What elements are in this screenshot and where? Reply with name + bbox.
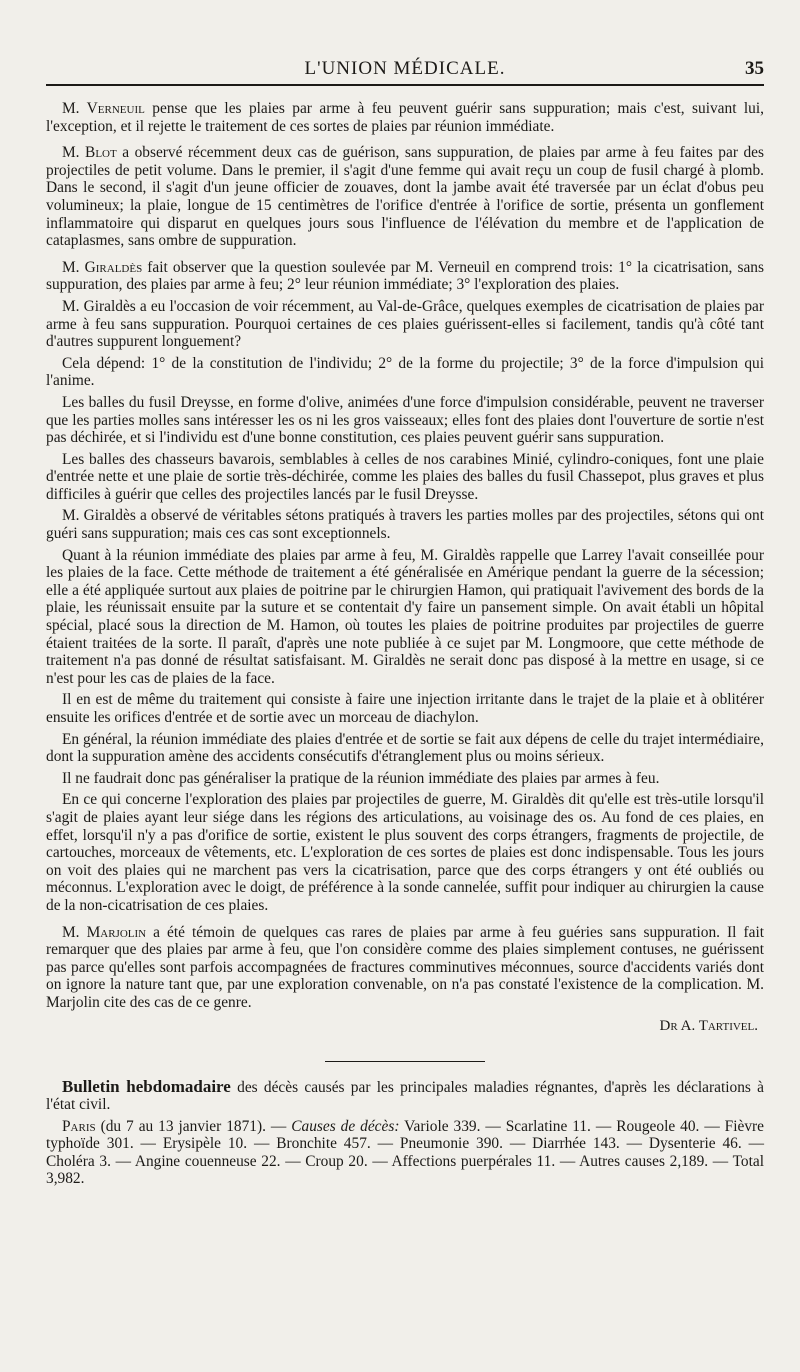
speaker-name: M. Blot: [62, 144, 117, 162]
paragraph: Il ne faudrait donc pas généraliser la pratique de la réunion immédiate des plaies par armes à feu.: [62, 769, 660, 787]
paragraph: Cela dépend: 1° de la constitution de l'individu; 2° de la forme du projectile; 3° de la force d'impulsion qui l'anime.: [46, 354, 764, 390]
paragraph: En général, la réunion immédiate des plaies d'entrée et de sortie se fait aux dépens de celle du trajet intermédiaire, dont la suppuration amène des accidents consécutifs d'étranglement plus ou moins sérieux.: [46, 730, 764, 766]
paragraph: Les balles du fusil Dreysse, en forme d'olive, animées d'une force d'impulsion considérable, peuvent ne traverser que les parties molles sans intéresser les os ni les gros vaisseaux; elles font des plaies dont l'ouverture de sortie n'est pas déchirée, et si l'individu est d'une bonne constitution, ces plaies peuvent guérir sans suppuration.: [46, 393, 764, 447]
paragraph: M. Blot a observé récemment deux cas de guérison, sans suppuration, de plaies par arme à feu faites par des projectiles de petit volume. Dans le premier, il s'agit d'une femme qui avait reçu un coup de fusil chargé à plomb. Dans le second, il s'agit d'un jeune officier de zouaves, dont la jambe avait été traversée par un éclat d'obus peu volumineux; la plaie, longue de 15 centimètres de l'orifice d'entrée à l'orifice de sortie, présenta un gonflement inflammatoire qui disparut en quelques jours sous l'influence de l'élévation du membre et de l'application de cataplasmes, sans ombre de suppuration.: [46, 144, 764, 250]
section-divider: [325, 1061, 485, 1062]
bulletin-city: Paris: [62, 1117, 96, 1135]
paragraph: M. Giraldès a eu l'occasion de voir récemment, au Val-de-Grâce, quelques exemples de cicatrisation de plaies par arme à feu sans suppuration. Pourquoi certaines de ces plaies guérissent-elles si facilement, tandis qu'à côté tant d'autres suppurent longuement?: [46, 297, 764, 351]
causes-label: Causes de décès:: [291, 1117, 400, 1135]
bulletin-stats: Paris (du 7 au 13 janvier 1871). — Causes de décès: Variole 339. — Scarlatine 11. — Rougeole 40. — Fièvre typhoïde 301. — Erysipèle 10. — Bronchite 457. — Pneumonie 390. — Diarrhée 143. — Dysenterie 46. — Choléra 3. — Angine couenneuse 22. — Croup 20. — Affections puerpérales 11. — Autres causes 2,189. — Total 3,982.: [46, 1117, 764, 1188]
speaker-name: M. Giraldès: [62, 258, 143, 276]
paragraph: M. Marjolin a été témoin de quelques cas rares de plaies par arme à feu guéries sans suppuration. Il fait remarquer que des plaies par arme à feu, que l'on considère comme des plaies simplement contuses, ne guérissent pas parce qu'elles sont parfois accompagnées de fractures comminutives méconnues, source d'accidents variés dont on ignore la nature tant que, par une exploration convenable, on n'a pas constaté l'existence de la complication. M. Marjolin cite des cas de ce genre.: [46, 923, 764, 1011]
bulletin-section: [46, 1078, 764, 1189]
running-title: L'UNION MÉDICALE.: [304, 58, 506, 79]
author-signature: Dr A. Tartivel.: [659, 1017, 758, 1034]
bulletin-intro: Bulletin hebdomadaire des décès causés par les principales maladies régnantes, d'après les déclarations à l'état civil.: [46, 1076, 765, 1114]
paragraph: Quant à la réunion immédiate des plaies par arme à feu, M. Giraldès rappelle que Larrey l'avait conseillée pour les plaies de la face. Cette méthode de traitement a été généralisée en Amérique pendant la guerre de la sécession; elle a été appliquée surtout aux plaies de poitrine par le chirurgien Hamon, qui pratiquait l'avivement des bords de la plaie, les réunissait ensuite par la suture et se contentait d'y faire un pansement simple. On avait établi un hôpital spécial, placé sous la direction de M. Hamon, où toutes les plaies de poitrine produites par projectiles de guerre étaient traitées de la sorte. Il paraît, d'après une note publiée à ce sujet par M. Longmoore, que cette méthode de traitement n'a pas donné de résultat satisfaisant. M. Giraldès ne serait donc pas disposé à la mettre en usage, si ce n'est pour les cas de plaies de la face.: [46, 546, 764, 687]
page-number: 35: [745, 58, 764, 79]
speaker-name: M. Verneuil: [62, 100, 145, 117]
speaker-name: M. Marjolin: [62, 923, 147, 941]
paragraph: M. Verneuil pense que les plaies par arme à feu peuvent guérir sans suppuration; mais c'est, suivant lui, l'exception, et il rejette le traitement de ces sortes de plaies par réunion immédiate.: [46, 100, 765, 135]
paragraph: M. Giraldès a observé de véritables sétons pratiqués à travers les parties molles par des projectiles, sétons qui ont guéri sans suppuration; mais ces cas sont exceptionnels.: [46, 507, 764, 543]
paragraph: Les balles des chasseurs bavarois, semblables à celles de nos carabines Minié, cylindro-coniques, font une plaie d'entrée nette et une plaie de sortie très-déchirée, comme les plaies des balles du fusil Chassepot, plus graves et plus difficiles à guérir que celles des projectiles lancés par le fusil Dreysse.: [46, 450, 764, 503]
paragraph: Il en est de même du traitement qui consiste à faire une injection irritante dans le trajet de la plaie et à oblitérer ensuite les orifices d'entrée et de sortie avec un morceau de diachylon.: [46, 691, 764, 726]
bulletin-title: Bulletin hebdomadaire: [62, 1076, 231, 1096]
paragraph: En ce qui concerne l'exploration des plaies par projectiles de guerre, M. Giraldès dit qu'elle est très-utile lorsqu'il s'agit de plaies ayant leur siége dans les régions des articulations, au voisinage des os. Au fond de ces plaies, en effet, lorsqu'il n'y a pas d'orifice de sortie, existent le plus souvent des corps étrangers, fragments de projectile, de cartouches, morceaux de vêtements, etc. L'exploration de ces sortes de plaies est donc indispensable. Tous les jours on voit des plaies qui ne marchent pas vers la cicatrisation, parce que des corps étrangers y ont été oubliés ou méconnus. L'exploration avec le doigt, de préférence à la sonde cannelée, suffit pour indiquer au chirurgien la cause de la non-cicatrisation de ces plaies.: [46, 791, 764, 914]
article-body: [46, 100, 764, 1012]
paragraph: M. Giraldès fait observer que la question soulevée par M. Verneuil en comprend trois: 1° la cicatrisation, sans suppuration, des plaies par arme à feu; 2° leur réunion immédiate; 3° l'exploration des plaies.: [46, 258, 764, 294]
running-header: [46, 54, 764, 86]
